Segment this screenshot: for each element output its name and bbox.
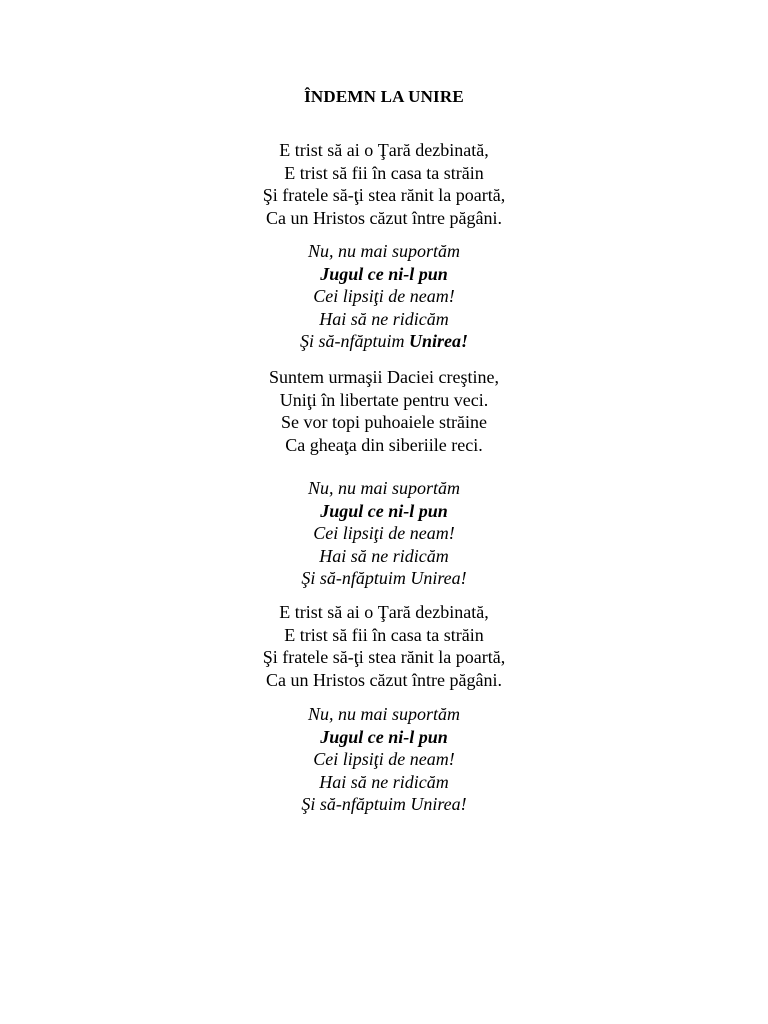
verse-line: E trist să fii în casa ta străin (284, 624, 484, 645)
verse-line: Ca un Hristos căzut între păgâni. (266, 669, 502, 690)
refrain-line: Jugul ce ni-l pun (320, 726, 448, 747)
refrain-line: Jugul ce ni-l pun (320, 263, 448, 284)
refrain-line: Jugul ce ni-l pun (320, 500, 448, 521)
refrain-3 (0, 703, 768, 816)
verse-line: Ca un Hristos căzut între păgâni. (266, 207, 502, 228)
refrain-line: Nu, nu mai suportăm (307, 704, 460, 724)
refrain-line: Hai să ne ridicăm (319, 308, 449, 329)
refrain-line: Şi să-nfăptuim Unirea! (301, 794, 467, 814)
refrain-line: Şi să-nfăptuim Unirea! (301, 568, 467, 588)
refrain-line: Hai să ne ridicăm (319, 771, 449, 792)
verse-line: Şi fratele să-ţi stea rănit la poartă, (262, 647, 506, 667)
verse-line: Se vor topi puhoaiele străine (281, 412, 487, 432)
verse-line: E trist să fii în casa ta străin (284, 162, 484, 183)
refrain-2 (0, 477, 768, 590)
refrain-1 (0, 240, 768, 353)
refrain-line-prefix: Şi să-nfăptuim (299, 331, 409, 351)
verse-line: E trist să ai o Ţară dezbinată, (279, 602, 489, 622)
refrain-line-emphasis: Unirea! (409, 331, 469, 351)
verse-line: E trist să ai o Ţară dezbinată, (279, 140, 489, 160)
refrain-line: Nu, nu mai suportăm (307, 478, 460, 498)
verse-line: Suntem urmaşii Daciei creştine, (269, 367, 499, 387)
poem-title: ÎNDEMN LA UNIRE (304, 87, 464, 106)
verse-line: Ca gheaţa din siberiile reci. (285, 434, 483, 455)
stanza-2 (0, 366, 768, 456)
refrain-line: Cei lipsiţi de neam! (313, 286, 455, 306)
refrain-line: Hai să ne ridicăm (319, 545, 449, 566)
stanza-1 (0, 139, 768, 229)
verse-line: Uniţi în libertate pentru veci. (279, 389, 489, 410)
stanza-3 (0, 601, 768, 691)
refrain-line: Cei lipsiţi de neam! (313, 523, 455, 543)
refrain-line (0, 330, 768, 353)
refrain-line: Cei lipsiţi de neam! (313, 749, 455, 769)
verse-line: Şi fratele să-ţi stea rănit la poartă, (262, 185, 506, 205)
refrain-line: Nu, nu mai suportăm (307, 241, 460, 261)
